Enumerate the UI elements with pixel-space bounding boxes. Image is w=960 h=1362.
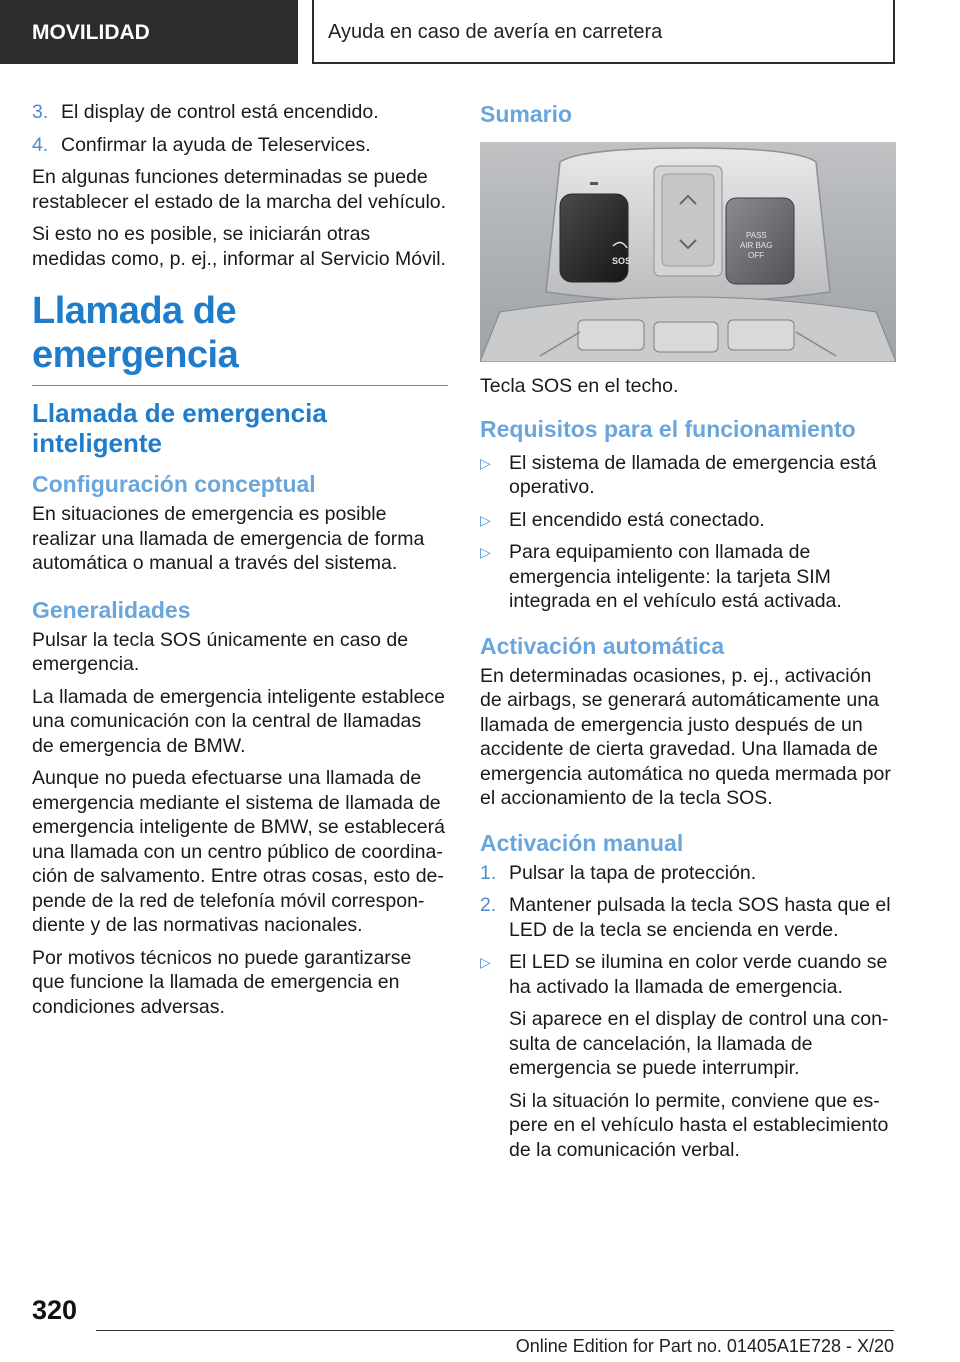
pass-label: PASS (746, 231, 767, 240)
step-number: 1. (480, 861, 497, 884)
topic-heading: Activación manual (480, 829, 684, 856)
sos-button-photo (480, 142, 896, 362)
page-number: 320 (32, 1295, 78, 1325)
topic-heading: Configuración conceptual (32, 471, 316, 497)
triangle-bullet-icon: ▷ (480, 544, 491, 560)
bullet-text: El LED se ilumina en color verde cuando se ha activado la llamada de emergencia. (509, 951, 888, 998)
list-item (32, 100, 448, 125)
bullet-text: El encendido está conectado. (509, 508, 765, 531)
step-number: 4. (32, 133, 49, 156)
list-item (480, 950, 896, 999)
bullet-text: Para equipamiento con llamada de emergencia inteligente: la tarjeta SIM integrada en el vehículo está activada. (509, 541, 842, 612)
step-number: 2. (480, 894, 497, 916)
section-tab: MOVILIDAD (0, 0, 298, 64)
step-text: El display de control está encendido. (61, 101, 379, 123)
paragraph: Si esto no es posible, se iniciarán otras medidas como, p. ej., informar al Servicio Móvil. (32, 223, 446, 270)
airbag-label: AIR BAG (740, 241, 773, 250)
subsection-heading: Llamada de emergencia inteligente (32, 398, 327, 458)
paragraph: En determinadas ocasiones, p. ej., activación de airbags, se generará automáticamente una llamada de emergencia justo después de un accidente de cierta gravedad. Una llamada de emergencia automática no queda mermada por el accionamiento de la tecla SOS. (480, 664, 891, 809)
list-item (480, 508, 896, 533)
paragraph: En algunas funciones determinadas se puede restablecer el estado de la marcha del vehículo. (32, 166, 447, 213)
left-column (32, 100, 448, 1027)
chapter-title: Ayuda en caso de avería en carretera (312, 0, 895, 64)
step-text: Mantener pulsada la tecla SOS hasta que el LED de la tecla se encienda en verde. (509, 894, 891, 941)
sos-label: SOS (612, 256, 632, 266)
paragraph: Por motivos técnicos no puede garantizarse que funcione la llamada de emergencia en condiciones adversas. (32, 946, 412, 1018)
list-item (480, 451, 896, 500)
step-text: Pulsar la tapa de protección. (509, 861, 757, 884)
triangle-bullet-icon: ▷ (480, 954, 491, 970)
topic-heading: Generalidades (32, 596, 191, 623)
triangle-bullet-icon: ▷ (480, 454, 491, 471)
topic-heading: Activación automática (480, 632, 725, 659)
paragraph: Si aparece en el display de control una consulta de cancelación, la llamada de emergencia se puede interrumpir. (509, 1008, 889, 1079)
footer-edition: Online Edition for Part no. 01405A1E728 - X/20 (515, 1336, 894, 1356)
triangle-bullet-icon: ▷ (480, 511, 491, 528)
footer-divider (96, 1330, 894, 1331)
paragraph: La llamada de emergencia inteligente establece una comunicación con la central de llamadas de emergencia de BMW. (32, 685, 446, 757)
step-text: Confirmar la ayuda de Teleservices. (61, 133, 371, 156)
list-item (480, 861, 896, 886)
right-column (480, 100, 896, 1170)
topic-heading: Requisitos para el funcionamiento (480, 415, 856, 442)
topic-heading: Sumario (480, 101, 573, 127)
paragraph: Pulsar la tecla SOS únicamente en caso de emergencia. (32, 628, 409, 675)
list-item (480, 893, 896, 942)
bullet-text: El sistema de llamada de emergencia está operativo. (509, 451, 877, 498)
section-heading: Llamada de emergencia (32, 289, 448, 386)
image-caption: Tecla SOS en el techo. (480, 375, 679, 397)
step-number: 3. (32, 101, 49, 123)
paragraph: Aunque no pueda efectuarse una llamada de emergencia mediante el sistema de llamada de emergencia inteligente de BMW, se establecerá una llamada con un centro público de coordinación de salvamento. Entre otras cosas, esto depende de la red de telefonía móvil correspondiente y de las normativas nacionales. (32, 767, 445, 936)
list-item (480, 540, 896, 614)
paragraph: Si la situación lo permite, conviene que espere en el vehículo hasta el establecimiento de la comunicación verbal. (509, 1089, 889, 1161)
list-item (32, 133, 448, 158)
off-label: OFF (748, 251, 764, 260)
paragraph: En situaciones de emergencia es posible realizar una llamada de emergencia de forma automática o manual a través del sistema. (32, 503, 425, 574)
